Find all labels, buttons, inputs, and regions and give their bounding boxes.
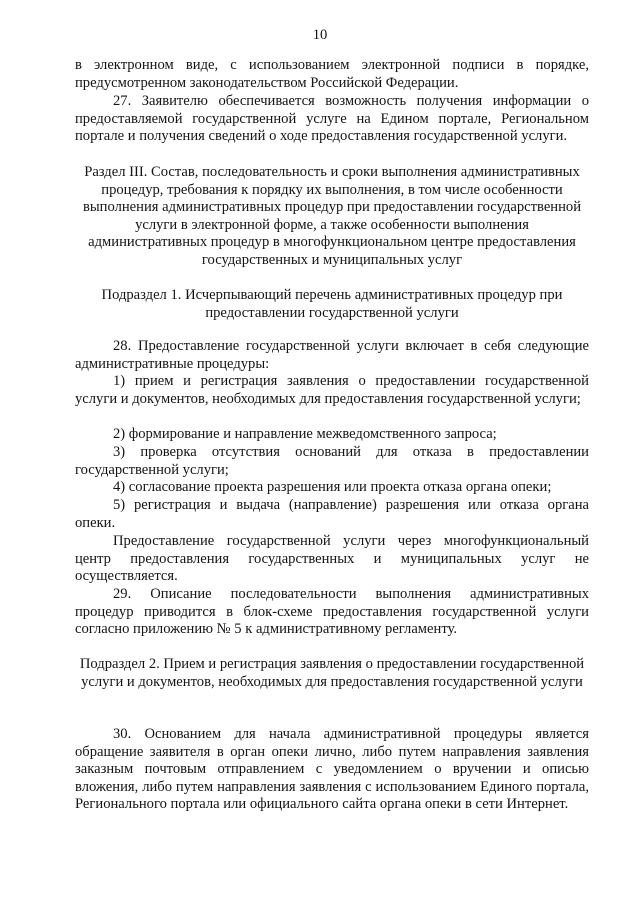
list-item: 4) согласование проекта разрешения или проекта отказа органа опеки; [113,479,552,495]
paragraph-28: 28. Предоставление государственной услуги включает в себя следующие административные процедуры: [75,338,589,372]
page-number: 10 [312,27,328,43]
paragraph-28-mfc: Предоставление государственной услуги через многофункциональный центр предоставления государственных и муниципальных услуг не осуществляется. [75,533,589,585]
subsection-1-heading: Подраздел 1. Исчерпывающий перечень административных процедур при предоставлении государственной услуги [101,287,563,321]
section-3-heading: Раздел III. Состав, последовательность и сроки выполнения административных процедур, требования к порядку их выполнения, в том числе особенности выполнения административных процедур при предоставлении государственной услуги в электронной форме, а также особенности выполнения административных процедур в многофункциональном центре предоставления государственных и муниципальных услуг [82,164,582,268]
subsection-2-heading: Подраздел 2. Прием и регистрация заявления о предоставлении государственной услуги и документов, необходимых для предоставления государственной услуги [79,656,585,690]
paragraph-30: 30. Основанием для начала административной процедуры является обращение заявителя в орган опеки лично, либо путем направления заявления заказным почтовым отправлением с уведомлением о вручении и описью вложения, либо путем направления заявления с использованием Единого портала, Регионального портала или официального сайта органа опеки в сети Интернет. [75,726,589,813]
list-item: 3) проверка отсутствия оснований для отказа в предоставлении государственной услуги; [75,444,589,478]
list-item: 5) регистрация и выдача (направление) разрешения или отказа органа опеки. [75,497,589,531]
list-item: 1) прием и регистрация заявления о предоставлении государственной услуги и документов, необходимых для предоставления государственной услуги; [75,373,589,407]
paragraph-29: 29. Описание последовательности выполнения административных процедур приводится в блок-схеме предоставления государственной услуги согласно приложению № 5 к административному регламенту. [75,586,589,638]
paragraph-27: 27. Заявителю обеспечивается возможность получения информации о предоставляемой государственной услуге на Едином портале, Региональном портале и получения сведений о ходе предоставления государственной услуги. [75,93,589,145]
paragraph-continuation: в электронном виде, с использованием электронной подписи в порядке, предусмотренном законодательством Российской Федерации. [75,57,589,91]
list-item: 2) формирование и направление межведомственного запроса; [113,426,497,442]
